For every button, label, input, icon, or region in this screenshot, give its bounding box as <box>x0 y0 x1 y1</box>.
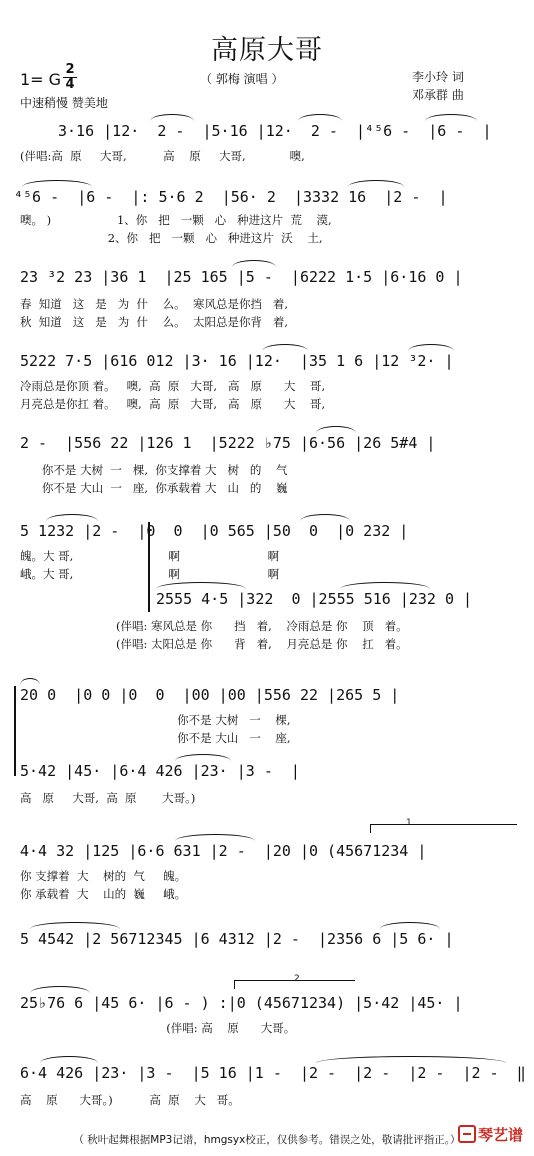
lyric-line-3b: 秋 知道 这 是 为 什 么。 太阳总是你背 着, <box>20 315 289 329</box>
notation-line-7: 2555 4·5 |322 0 |2555 516 |232 0 | <box>156 590 473 608</box>
slur-mark <box>425 114 477 121</box>
song-title: 高原大哥 <box>211 35 323 66</box>
slur-mark <box>316 426 356 433</box>
lyric-line-8a: 你不是 大树 一 棵, <box>20 713 291 727</box>
slur-mark <box>22 180 92 187</box>
notation-line-1: 3·16 |12· 2 - |5·16 |12· 2 - |⁴⁵6 - |6 - | <box>58 122 492 140</box>
slur-mark <box>348 180 404 187</box>
slur-mark <box>380 922 440 929</box>
tempo-marking: 中速稍慢 赞美地 <box>20 96 108 110</box>
lyricist-credit: 李小玲 词 <box>412 70 464 84</box>
slur-mark <box>20 678 40 685</box>
slur-mark <box>150 114 194 121</box>
lyric-line-13a: 高 原 大哥。) 高 原 大 哥。 <box>20 1093 240 1107</box>
time-signature-top: 2 <box>65 62 75 77</box>
slur-mark <box>175 834 255 841</box>
lyric-line-6b: 峨。大 哥, 啊 啊 <box>20 567 280 581</box>
notation-line-5: 2 - |556 22 |126 1 |5222 ♭75 |6·56 |26 5#4 | <box>20 434 436 452</box>
lyric-line-12a: (伴唱: 高 原 大哥。 <box>20 1021 296 1035</box>
slur-mark <box>340 582 430 589</box>
notation-line-2: ⁴⁵6 - |6 - |: 5·6 2 |56· 2 |3332 16 |2 - | <box>14 188 448 206</box>
key-signature: 1= G <box>20 70 62 89</box>
slur-mark <box>30 986 90 993</box>
lyric-line-4a: 冷雨总是你顶 着。 噢, 高 原 大哥, 高 原 大 哥, <box>20 379 326 393</box>
slur-mark <box>408 344 454 351</box>
slur-mark <box>175 754 231 761</box>
logo-icon <box>458 1125 476 1143</box>
lyric-line-6a: 魄。大 哥, 啊 啊 <box>20 549 280 563</box>
transcription-note: （ 秋叶起舞根据MP3记谱，hmgsyx校正，仅供参考。错误之处，敬请批评指正。） <box>73 1134 461 1146</box>
lyric-line-7b: (伴唱: 太阳总是 你 背 着, 月亮总是 你 扛 着。 <box>116 637 408 651</box>
time-signature <box>63 64 77 91</box>
notation-line-9: 5·42 |45· |6·4 426 |23· |3 - | <box>20 762 300 780</box>
logo-text: 琴艺谱 <box>478 1126 524 1144</box>
slur-mark <box>40 1056 98 1063</box>
slur-mark <box>300 514 350 521</box>
slur-mark <box>156 582 246 589</box>
site-logo <box>458 1124 523 1145</box>
staff-bracket <box>14 686 16 776</box>
notation-line-10: 4·4 32 |125 |6·6 631 |2 - |20 |0 (45671234 | <box>20 842 427 860</box>
time-signature-bottom: 4 <box>65 77 75 92</box>
slur-mark <box>316 1056 506 1063</box>
composer-credit: 邓承群 曲 <box>412 88 464 102</box>
notation-line-12: 25♭76 6 |45 6· |6 - ) :|0 (45671234) |5·42 |45· | <box>20 994 463 1012</box>
slur-mark <box>30 922 120 929</box>
lyric-line-5b: 你不是 大山 一 座, 你承载着 大 山 的 巍 <box>20 481 288 495</box>
lyric-line-8b: 你不是 大山 一 座, <box>20 731 291 745</box>
slur-mark <box>262 344 308 351</box>
notation-line-6: 5 1232 |2 - |0 0 |0 565 |50 0 |0 232 | <box>20 522 409 540</box>
slur-mark <box>46 514 98 521</box>
lyric-line-10b: 你 承载着 大 山的 巍 峨。 <box>20 887 187 901</box>
slur-mark <box>298 114 342 121</box>
notation-line-13: 6·4 426 |23· |3 - |5 16 |1 - |2 - |2 - |2 - |2 - ‖ <box>20 1064 526 1082</box>
lyric-line-2b: 2、你 把 一颗 心 种进这片 沃 土, <box>20 231 323 245</box>
lyric-line-9a: 高 原 大哥, 高 原 大哥。) <box>20 791 196 805</box>
volta-number-2: 2 <box>294 974 300 984</box>
volta-bracket-1 <box>370 824 517 833</box>
lyric-line-1a: (伴唱:高 原 大哥, 高 原 大哥, 噢, <box>20 149 305 163</box>
lyric-line-10a: 你 支撑着 大 树的 气 魄。 <box>20 869 187 883</box>
singer-credit: （ 郭梅 演唱 ） <box>200 72 284 86</box>
lyric-line-7a: (伴唱: 寒风总是 你 挡 着, 冷雨总是 你 顶 着。 <box>116 619 408 633</box>
lyric-line-4b: 月亮总是你扛 着。 噢, 高 原 大哥, 高 原 大 哥, <box>20 397 326 411</box>
lyric-line-3a: 春 知道 这 是 为 什 么。 寒风总是你挡 着, <box>20 297 289 311</box>
slur-mark <box>232 260 276 267</box>
notation-line-11: 5 4542 |2 56712345 |6 4312 |2 - |2356 6 |5 6· | <box>20 930 454 948</box>
lyric-line-2a: 噢。 ) 1、你 把 一颗 心 种进这片 荒 漠, <box>20 213 332 227</box>
notation-line-8: 20 0 |0 0 |0 0 |00 |00 |556 22 |265 5 | <box>20 686 400 704</box>
notation-line-3: 23 ³2 23 |36 1 |25 165 |5 - |6222 1·5 |6·16 0 | <box>20 268 463 286</box>
lyric-line-5a: 你不是 大树 一 棵, 你支撑着 大 树 的 气 <box>20 463 288 477</box>
notation-line-4: 5222 7·5 |616 012 |3· 16 |12· |35 1 6 |12 ³2· | <box>20 352 454 370</box>
volta-number-1: 1 <box>406 818 412 828</box>
